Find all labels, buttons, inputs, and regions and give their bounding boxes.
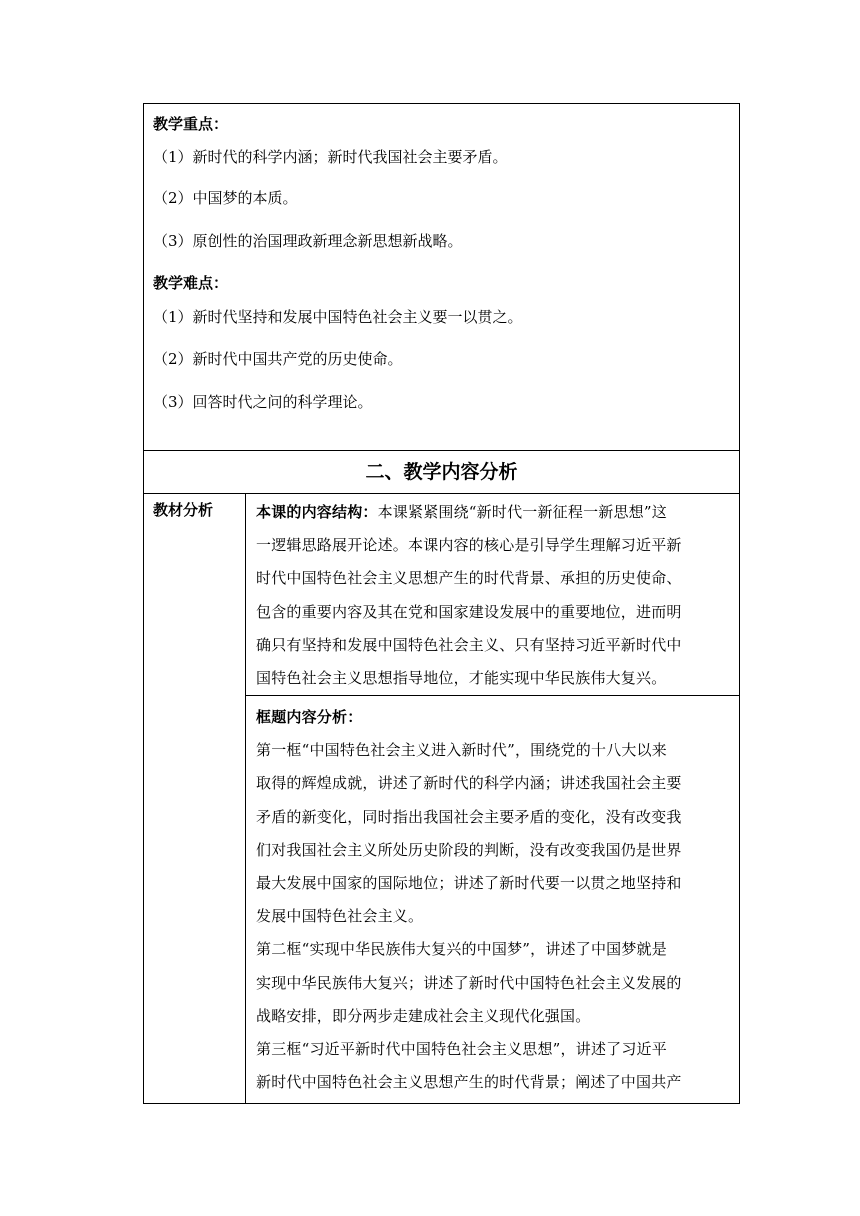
frames-line: 们对我国社会主义所处历史阶段的判断，没有改变我国仍是世界 [256,840,682,859]
frames-line: 最大发展中国家的国际地位；讲述了新时代要一以贯之地坚持和 [256,874,682,893]
structure-line: 国特色社会主义思想指导地位，才能实现中华民族伟大复兴。 [256,669,667,688]
column-divider [245,493,246,1103]
lesson-table [143,103,740,1104]
divider-after-heading [144,493,739,494]
frames-paragraph [256,701,734,1099]
divider-before-heading [144,450,739,451]
frames-line: 第三框“习近平新时代中国特色社会主义思想”，讲述了习近平 [256,1040,667,1059]
structure-line: 时代中国特色社会主义思想产生的时代背景、承担的历史使命、 [256,569,682,588]
frames-line: 实现中华民族伟大复兴；讲述了新时代中国特色社会主义发展的 [256,973,682,992]
key-point-item-1: （1）新时代的科学内涵；新时代我国社会主要矛盾。 [153,148,508,166]
structure-line: 确只有坚持和发展中国特色社会主义、只有坚持习近平新时代中 [256,635,682,654]
difficult-point-item-3: （3）回答时代之问的科学理论。 [153,393,373,411]
frames-line: 第二框“实现中华民族伟大复兴的中国梦”，讲述了中国梦就是 [256,940,667,959]
frames-line: 战略安排，即分两步走建成社会主义现代化强国。 [256,1006,591,1025]
frames-line: 矛盾的新变化，同时指出我国社会主要矛盾的变化，没有改变我 [256,807,682,826]
key-points-title: 教学重点： [153,115,229,133]
analysis-row-label: 教材分析 [153,501,214,519]
frames-line: 新时代中国特色社会主义思想产生的时代背景；阐述了中国共产 [256,1073,682,1092]
difficult-point-item-1: （1）新时代坚持和发展中国特色社会主义要一以贯之。 [153,308,523,326]
frames-lead: 框题内容分析： [256,708,363,726]
section-heading: 二、教学内容分析 [365,461,518,483]
frames-line: 发展中国特色社会主义。 [256,907,424,926]
structure-paragraph [256,496,734,695]
structure-line: 包含的重要内容及其在党和国家建设发展中的重要地位，进而明 [256,602,682,621]
frames-line: 取得的辉煌成就，讲述了新时代的科学内涵；讲述我国社会主要 [256,774,682,793]
difficult-points-title: 教学难点： [153,274,229,292]
key-point-item-3: （3）原创性的治国理政新理念新思想新战略。 [153,232,463,250]
structure-line: 本课紧紧围绕“新时代一新征程一新思想”这 [377,503,667,521]
key-point-item-2: （2）中国梦的本质。 [153,189,298,207]
structure-line: 一逻辑思路展开论述。本课内容的核心是引导学生理解习近平新 [256,536,682,555]
frames-line: 第一框“中国特色社会主义进入新时代”，围绕党的十八大以来 [256,741,667,760]
structure-lead: 本课的内容结构： [256,503,378,521]
difficult-point-item-2: （2）新时代中国共产党的历史使命。 [153,350,403,368]
